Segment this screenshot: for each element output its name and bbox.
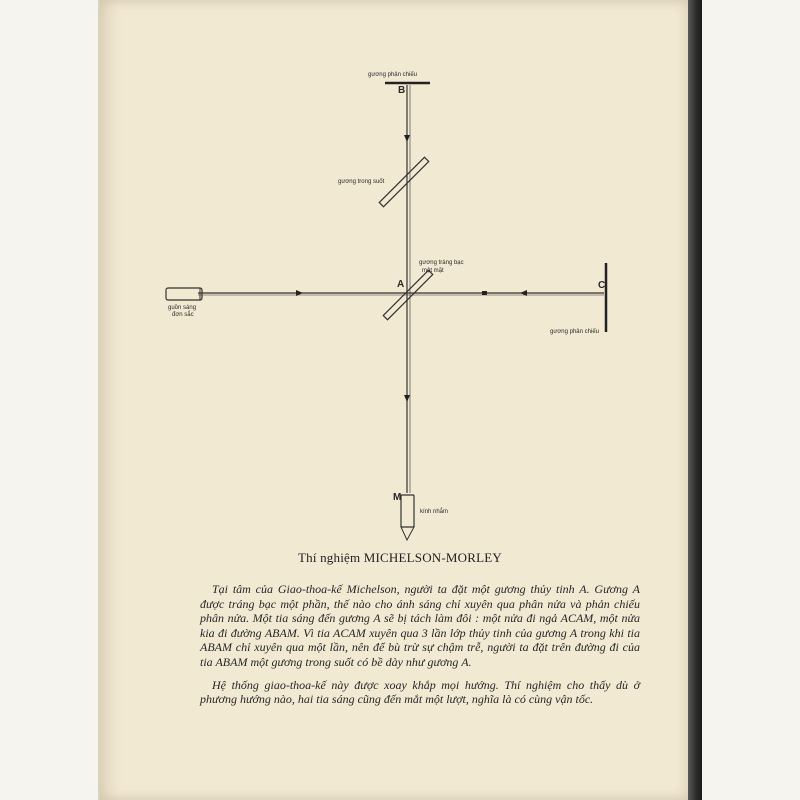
label-transparent-mirror: gương trong suốt bbox=[338, 179, 385, 185]
arrow-down-upper bbox=[404, 135, 410, 142]
eyepiece bbox=[401, 495, 414, 527]
eyepiece-tip bbox=[401, 527, 414, 540]
arrow-down-lower bbox=[404, 395, 410, 402]
paragraph-1: Tại tâm của Giao-thoa-kế Michelson, người ta đặt một gương thủy tinh A. Gương A được tráng bạc một phần, thế nào cho ánh sáng chỉ xuyên qua phân nửa và phản chiếu phân nửa. Một tia sáng đến gương A sẽ bị tách làm đôi : một nửa đi ngả ACAM, một nửa kia đi đường ABAM. Vì tia ACAM xuyên qua 3 lần lớp thủy tinh của gương A trong khi tia ABAM chỉ xuyên qua một lần, nên để bù trừ sự chậm trễ, người ta đặt trên đường đi của tia ABAM một gương trong suốt có bề dày như gương A. bbox=[200, 582, 640, 669]
label-point-c: C bbox=[598, 280, 606, 291]
label-mirror-right: gương phản chiếu bbox=[550, 329, 599, 335]
label-eyepiece: kính nhắm bbox=[420, 509, 449, 515]
figure-caption: Thí nghiệm MICHELSON-MORLEY bbox=[298, 550, 502, 565]
label-source-2: đơn sắc bbox=[172, 312, 194, 318]
light-source bbox=[166, 288, 202, 300]
label-point-b: B bbox=[398, 85, 406, 96]
beam-mark bbox=[482, 291, 487, 295]
transparent-mirror bbox=[379, 157, 428, 206]
body-text bbox=[200, 582, 640, 715]
paragraph-2: Hệ thống giao-thoa-kế này được xoay khắp mọi hướng. Thí nghiệm cho thấy dù ở phương hướng nào, hai tia sáng cũng đến mắt một lượt, nghĩa là có cùng vận tốc. bbox=[200, 677, 640, 707]
label-point-a: A bbox=[397, 279, 405, 290]
label-point-m: M bbox=[393, 492, 402, 503]
label-silvered-mirror-1: gương tráng bạc bbox=[419, 260, 464, 266]
label-silvered-mirror-2: một mặt bbox=[422, 268, 444, 274]
label-source-1: guồn sáng bbox=[168, 305, 197, 311]
label-mirror-top: gương phản chiếu bbox=[368, 72, 417, 78]
